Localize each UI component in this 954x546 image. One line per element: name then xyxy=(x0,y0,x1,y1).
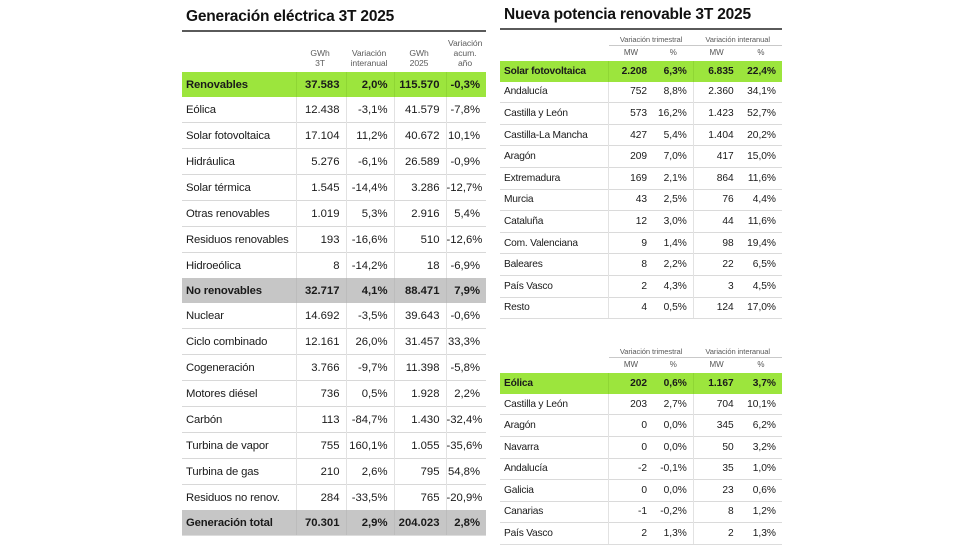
generacion-row-label: Motores diésel xyxy=(182,381,296,407)
potencia-solar-sub-pct-inter: % xyxy=(757,48,765,57)
potencia-solar-sub-header-row xyxy=(500,46,782,62)
potencia-row-pct-trimestral: 16,2% xyxy=(653,103,693,125)
generacion-header-gwh-2025-line1: GWh xyxy=(409,48,429,59)
potencia-row-pct-interanual: 3,2% xyxy=(740,436,782,458)
generacion-row-var-interanual: 160,1% xyxy=(346,433,394,459)
table-row xyxy=(182,459,486,485)
potencia-row-mw-trimestral: 8 xyxy=(609,254,653,276)
generacion-row-gwh-3t: 37.583 xyxy=(296,72,346,97)
generacion-row-label: Ciclo combinado xyxy=(182,329,296,355)
potencia-eolica-bottom-rule xyxy=(500,544,782,545)
potencia-solar-table xyxy=(500,33,782,318)
potencia-solar-head xyxy=(500,33,782,61)
generacion-row-gwh-3t: 3.766 xyxy=(296,355,346,381)
generacion-row-var-acum: -35,6% xyxy=(446,433,486,459)
potencia-row-pct-interanual: 1,0% xyxy=(740,458,782,480)
generacion-row-gwh-2025: 795 xyxy=(394,459,446,485)
generacion-row-gwh-3t: 17.104 xyxy=(296,123,346,149)
potencia-eolica-group-trimestral: Variación trimestral xyxy=(609,345,694,358)
potencia-row-mw-interanual: 35 xyxy=(693,458,739,480)
generacion-row-label: Turbina de vapor xyxy=(182,433,296,459)
potencia-row-mw-trimestral: 0 xyxy=(609,480,653,502)
potencia-solar-sub-blank xyxy=(500,46,609,62)
generacion-row-var-acum: -7,8% xyxy=(446,97,486,123)
potencia-row-mw-trimestral: 4 xyxy=(609,297,653,318)
generacion-row-label: No renovables xyxy=(182,278,296,303)
potencia-row-mw-trimestral: 0 xyxy=(609,415,653,437)
potencia-row-mw-trimestral: -2 xyxy=(609,458,653,480)
generacion-header-gwh-3t-line1: GWh xyxy=(310,48,330,59)
generacion-table xyxy=(182,35,486,535)
generacion-row-var-acum: -6,9% xyxy=(446,253,486,279)
generacion-title: Generación eléctrica 3T 2025 xyxy=(186,8,395,25)
generacion-row-var-acum: -12,7% xyxy=(446,175,486,201)
potencia-row-pct-interanual: 20,2% xyxy=(740,124,782,146)
potencia-row-pct-trimestral: 0,5% xyxy=(653,297,693,318)
potencia-row-label: Canarias xyxy=(500,501,609,523)
generacion-row-gwh-2025: 11.398 xyxy=(394,355,446,381)
potencia-row-label: Aragón xyxy=(500,415,609,437)
potencia-row-pct-interanual: 11,6% xyxy=(740,211,782,233)
generacion-row-label: Otras renovables xyxy=(182,201,296,227)
potencia-row-label: Baleares xyxy=(500,254,609,276)
generacion-header-blank xyxy=(182,35,296,72)
table-row xyxy=(500,103,782,125)
table-row xyxy=(182,510,486,535)
potencia-row-pct-trimestral: 0,0% xyxy=(653,480,693,502)
potencia-row-mw-interanual: 1.404 xyxy=(693,124,739,146)
generacion-row-gwh-3t: 113 xyxy=(296,407,346,433)
table-row xyxy=(182,407,486,433)
generacion-row-gwh-3t: 1.019 xyxy=(296,201,346,227)
generacion-row-var-acum: 33,3% xyxy=(446,329,486,355)
potencia-row-label: Navarra xyxy=(500,436,609,458)
potencia-eolica-body xyxy=(500,373,782,544)
nueva-potencia-panel xyxy=(500,6,782,545)
generacion-row-label: Turbina de gas xyxy=(182,459,296,485)
generacion-row-gwh-3t: 32.717 xyxy=(296,278,346,303)
generacion-row-gwh-2025: 765 xyxy=(394,485,446,511)
generacion-row-gwh-2025: 1.055 xyxy=(394,433,446,459)
generacion-row-var-acum: -0,3% xyxy=(446,72,486,97)
potencia-row-mw-trimestral: 2.208 xyxy=(609,61,653,82)
potencia-solar-group-interanual: Variación interanual xyxy=(693,33,782,46)
generacion-row-gwh-2025: 510 xyxy=(394,227,446,253)
table-row xyxy=(500,501,782,523)
potencia-eolica-sub-blank xyxy=(500,358,609,374)
potencia-row-label: Extremadura xyxy=(500,167,609,189)
potencia-row-pct-interanual: 34,1% xyxy=(747,86,776,98)
potencia-eolica-group-interanual: Variación interanual xyxy=(693,345,782,358)
potencia-row-label: Andalucía xyxy=(504,86,548,98)
generacion-row-var-acum: 10,1% xyxy=(446,123,486,149)
generacion-header-gwh-3t-line2: 3T xyxy=(315,58,325,69)
potencia-row-pct-interanual: 17,0% xyxy=(740,297,782,318)
table-row xyxy=(182,303,486,329)
potencia-eolica-head xyxy=(500,345,782,373)
generacion-bottom-rule xyxy=(182,535,486,536)
generacion-row-gwh-2025: 26.589 xyxy=(394,149,446,175)
generacion-row-var-acum: -12,6% xyxy=(446,227,486,253)
potencia-solar-group-blank xyxy=(500,33,609,46)
table-row xyxy=(500,61,782,82)
table-row xyxy=(500,232,782,254)
potencia-title-rule xyxy=(500,28,782,30)
generacion-header-var-acum-line2: acum. año xyxy=(453,48,477,69)
potencia-eolica-sub-header-row xyxy=(500,358,782,374)
potencia-row-pct-interanual: 15,0% xyxy=(740,146,782,168)
potencia-row-mw-interanual: 22 xyxy=(693,254,739,276)
generacion-row-var-acum: 2,2% xyxy=(446,381,486,407)
generacion-row-gwh-2025: 1.928 xyxy=(394,381,446,407)
potencia-row-mw-trimestral: 427 xyxy=(609,124,653,146)
potencia-eolica-sub-mw-trim: MW xyxy=(623,360,638,370)
potencia-row-mw-trimestral: 209 xyxy=(609,146,653,168)
potencia-row-mw-trimestral: 573 xyxy=(609,103,653,125)
potencia-row-mw-interanual: 6.835 xyxy=(693,61,739,82)
table-row xyxy=(500,373,782,394)
potencia-row-mw-interanual: 417 xyxy=(693,146,739,168)
table-row xyxy=(500,167,782,189)
generacion-row-gwh-2025: 204.023 xyxy=(394,510,446,535)
table-row xyxy=(500,275,782,297)
generacion-row-gwh-3t: 12.161 xyxy=(296,329,346,355)
generacion-row-label: Hidráulica xyxy=(182,149,296,175)
generacion-row-var-acum: 54,8% xyxy=(446,459,486,485)
generacion-table-body xyxy=(182,72,486,535)
table-row xyxy=(500,254,782,276)
potencia-row-label: Solar fotovoltaica xyxy=(500,61,609,82)
generacion-row-gwh-2025: 1.430 xyxy=(394,407,446,433)
potencia-row-mw-interanual: 3 xyxy=(693,275,739,297)
table-row xyxy=(182,97,486,123)
potencia-solar-sub-mw-inter: MW xyxy=(709,48,724,57)
generacion-row-gwh-3t: 755 xyxy=(296,433,346,459)
table-row xyxy=(182,201,486,227)
table-row xyxy=(500,189,782,211)
generacion-row-var-interanual: 2,0% xyxy=(346,72,394,97)
table-row xyxy=(500,523,782,544)
potencia-row-pct-interanual: 4,5% xyxy=(740,275,782,297)
generacion-row-var-acum: -0,6% xyxy=(446,303,486,329)
potencia-row-mw-interanual: 23 xyxy=(693,480,739,502)
potencia-row-mw-trimestral: 169 xyxy=(609,167,653,189)
table-row xyxy=(182,149,486,175)
generacion-row-gwh-3t: 210 xyxy=(296,459,346,485)
potencia-row-mw-trimestral: 2 xyxy=(609,275,653,297)
generacion-row-var-interanual: -84,7% xyxy=(346,407,394,433)
generacion-row-var-acum: -32,4% xyxy=(446,407,486,433)
generacion-row-gwh-3t: 284 xyxy=(296,485,346,511)
generacion-row-var-interanual: -16,6% xyxy=(346,227,394,253)
potencia-eolica-group-header-row xyxy=(500,345,782,358)
potencia-row-pct-trimestral: 8,8% xyxy=(663,86,687,98)
potencia-row-mw-trimestral: 752 xyxy=(609,82,653,103)
generacion-row-label: Renovables xyxy=(182,72,296,97)
table-row xyxy=(182,329,486,355)
generacion-header-gwh-2025-line2: 2025 xyxy=(409,58,429,69)
potencia-row-label: Galicia xyxy=(500,480,609,502)
potencia-row-mw-trimestral: 203 xyxy=(609,394,653,415)
potencia-row-mw-interanual: 76 xyxy=(693,189,739,211)
generacion-header-var-interanual-line2: interanual xyxy=(350,58,388,69)
potencia-row-mw-trimestral: -1 xyxy=(609,501,653,523)
potencia-row-pct-trimestral: 0,6% xyxy=(653,373,693,394)
potencia-title: Nueva potencia renovable 3T 2025 xyxy=(504,6,751,23)
potencia-row-label: Cataluña xyxy=(500,211,609,233)
potencia-solar-sub-mw-trim: MW xyxy=(623,48,638,57)
generacion-row-var-interanual: -33,5% xyxy=(346,485,394,511)
potencia-row-mw-interanual: 8 xyxy=(693,501,739,523)
potencia-row-mw-trimestral: 9 xyxy=(609,232,653,254)
generacion-row-label: Eólica xyxy=(186,103,216,116)
generacion-row-var-acum: -0,9% xyxy=(446,149,486,175)
potencia-row-pct-trimestral: 3,0% xyxy=(653,211,693,233)
potencia-row-label: Com. Valenciana xyxy=(500,232,609,254)
generacion-row-gwh-2025: 3.286 xyxy=(394,175,446,201)
table-row xyxy=(500,82,782,103)
potencia-row-mw-interanual: 124 xyxy=(693,297,739,318)
generacion-row-gwh-2025: 41.579 xyxy=(394,97,446,123)
potencia-row-mw-trimestral: 12 xyxy=(609,211,653,233)
potencia-row-pct-trimestral: 7,0% xyxy=(653,146,693,168)
potencia-row-label: País Vasco xyxy=(500,275,609,297)
generacion-row-var-acum: 7,9% xyxy=(446,278,486,303)
potencia-row-pct-interanual: 0,6% xyxy=(740,480,782,502)
generacion-title-rule xyxy=(182,30,486,32)
potencia-row-pct-trimestral: -0,2% xyxy=(653,501,693,523)
generacion-row-gwh-2025: 2.916 xyxy=(394,201,446,227)
generacion-row-gwh-3t: 70.301 xyxy=(296,510,346,535)
potencia-solar-group-header-row xyxy=(500,33,782,46)
potencia-row-pct-trimestral: 1,4% xyxy=(653,232,693,254)
potencia-eolica-table xyxy=(500,345,782,544)
potencia-row-pct-interanual: 4,4% xyxy=(740,189,782,211)
potencia-row-label: Eólica xyxy=(500,373,609,394)
potencia-row-pct-trimestral: 4,3% xyxy=(653,275,693,297)
potencia-row-mw-interanual: 98 xyxy=(693,232,739,254)
potencia-row-pct-interanual: 10,1% xyxy=(747,398,776,410)
generacion-row-var-interanual: 0,5% xyxy=(346,381,394,407)
table-row xyxy=(182,72,486,97)
potencia-row-mw-interanual: 2.360 xyxy=(693,82,739,103)
potencia-row-mw-trimestral: 0 xyxy=(609,436,653,458)
generacion-header-gwh-3t xyxy=(296,35,346,72)
generacion-header-gwh-2025 xyxy=(394,35,446,72)
potencia-solar-group-trimestral: Variación trimestral xyxy=(609,33,694,46)
table-row xyxy=(182,381,486,407)
potencia-row-pct-interanual: 1,3% xyxy=(740,523,782,544)
potencia-row-label: Castilla y León xyxy=(504,398,568,410)
potencia-row-label: Murcia xyxy=(500,189,609,211)
generacion-row-var-interanual: -14,2% xyxy=(346,253,394,279)
potencia-table-gap xyxy=(500,319,782,345)
generacion-row-var-interanual: 11,2% xyxy=(346,123,394,149)
generacion-row-gwh-3t: 12.438 xyxy=(296,97,346,123)
table-row xyxy=(500,436,782,458)
generacion-row-gwh-3t: 14.692 xyxy=(296,303,346,329)
generacion-header-var-interanual-line1: Variación xyxy=(351,48,387,59)
generacion-row-gwh-3t: 736 xyxy=(296,381,346,407)
table-row xyxy=(182,253,486,279)
table-row xyxy=(500,415,782,437)
generacion-row-gwh-3t: 8 xyxy=(296,253,346,279)
potencia-row-pct-interanual: 52,7% xyxy=(740,103,782,125)
potencia-row-pct-interanual: 1,2% xyxy=(740,501,782,523)
table-row xyxy=(500,146,782,168)
generacion-row-gwh-3t: 1.545 xyxy=(296,175,346,201)
generacion-row-gwh-2025: 115.570 xyxy=(394,72,446,97)
generacion-row-label: Residuos renovables xyxy=(182,227,296,253)
potencia-row-mw-interanual: 1.423 xyxy=(693,103,739,125)
table-row xyxy=(182,355,486,381)
potencia-row-pct-trimestral: 5,4% xyxy=(653,124,693,146)
generacion-row-var-interanual: 5,3% xyxy=(346,201,394,227)
table-row xyxy=(500,394,782,415)
potencia-row-mw-trimestral: 2 xyxy=(609,523,653,544)
potencia-solar-sub-pct-trim: % xyxy=(669,48,677,57)
generacion-row-label: Solar fotovoltaica xyxy=(182,123,296,149)
generacion-row-label: Carbón xyxy=(182,407,296,433)
potencia-row-label: País Vasco xyxy=(500,523,609,544)
generacion-row-var-acum: -20,9% xyxy=(446,485,486,511)
potencia-row-mw-interanual: 864 xyxy=(693,167,739,189)
potencia-row-mw-interanual: 704 xyxy=(693,394,739,415)
potencia-row-mw-interanual: 2 xyxy=(693,523,739,544)
potencia-solar-body xyxy=(500,61,782,318)
potencia-row-mw-interanual: 50 xyxy=(693,436,739,458)
potencia-eolica-sub-mw-inter: MW xyxy=(709,360,724,370)
generacion-row-var-acum: -5,8% xyxy=(446,355,486,381)
generacion-row-label: Residuos no renov. xyxy=(182,485,296,511)
generacion-header-row xyxy=(182,35,486,72)
generacion-header-var-acum xyxy=(446,35,486,72)
generacion-row-label: Cogeneración xyxy=(182,355,296,381)
potencia-row-label: Castilla y León xyxy=(500,103,609,125)
potencia-row-pct-interanual: 22,4% xyxy=(740,61,782,82)
generacion-header-var-acum-line1: Variación xyxy=(448,38,483,48)
potencia-row-pct-interanual: 6,2% xyxy=(740,415,782,437)
table-row xyxy=(500,124,782,146)
generacion-row-var-interanual: 2,9% xyxy=(346,510,394,535)
potencia-eolica-group-blank xyxy=(500,345,609,358)
potencia-row-label: Castilla-La Mancha xyxy=(500,124,609,146)
potencia-row-label: Aragón xyxy=(500,146,609,168)
potencia-row-mw-interanual: 1.167 xyxy=(693,373,739,394)
potencia-row-pct-trimestral: -0,1% xyxy=(653,458,693,480)
table-row xyxy=(182,123,486,149)
generacion-row-gwh-3t: 5.276 xyxy=(296,149,346,175)
table-row xyxy=(182,278,486,303)
potencia-row-mw-interanual: 44 xyxy=(693,211,739,233)
generacion-row-label: Hidroeólica xyxy=(182,253,296,279)
potencia-row-pct-trimestral: 1,3% xyxy=(653,523,693,544)
potencia-row-pct-trimestral: 2,1% xyxy=(653,167,693,189)
generacion-row-label: Nuclear xyxy=(186,309,224,322)
generacion-row-var-acum: 2,8% xyxy=(446,510,486,535)
generacion-row-gwh-2025: 39.643 xyxy=(394,303,446,329)
table-row xyxy=(500,297,782,318)
generacion-row-gwh-3t: 193 xyxy=(296,227,346,253)
generacion-row-var-interanual: 2,6% xyxy=(346,459,394,485)
table-row xyxy=(182,433,486,459)
generacion-row-var-interanual: -3,5% xyxy=(346,303,394,329)
generacion-row-var-interanual: -9,7% xyxy=(346,355,394,381)
potencia-row-pct-trimestral: 2,2% xyxy=(653,254,693,276)
generacion-row-label: Generación total xyxy=(182,510,296,535)
generacion-electrica-panel xyxy=(182,8,486,536)
generacion-row-label: Solar térmica xyxy=(182,175,296,201)
generacion-row-var-interanual: -6,1% xyxy=(346,149,394,175)
potencia-row-label: Andalucía xyxy=(500,458,609,480)
potencia-row-pct-trimestral: 0,0% xyxy=(653,436,693,458)
potencia-row-pct-trimestral: 0,0% xyxy=(653,415,693,437)
potencia-eolica-sub-pct-inter: % xyxy=(757,360,765,370)
potencia-row-pct-interanual: 3,7% xyxy=(740,373,782,394)
potencia-row-pct-trimestral: 6,3% xyxy=(653,61,693,82)
table-row xyxy=(182,485,486,511)
generacion-header-var-interanual xyxy=(346,35,394,72)
potencia-row-pct-trimestral: 2,7% xyxy=(663,398,687,410)
table-row xyxy=(182,175,486,201)
potencia-row-label: Resto xyxy=(500,297,609,318)
potencia-row-pct-interanual: 19,4% xyxy=(740,232,782,254)
potencia-row-mw-trimestral: 202 xyxy=(609,373,653,394)
generacion-row-var-interanual: 4,1% xyxy=(346,278,394,303)
table-row xyxy=(182,227,486,253)
potencia-row-pct-interanual: 6,5% xyxy=(740,254,782,276)
potencia-eolica-sub-pct-trim: % xyxy=(669,360,677,370)
potencia-row-pct-interanual: 11,6% xyxy=(740,167,782,189)
generacion-row-gwh-2025: 88.471 xyxy=(394,278,446,303)
potencia-row-mw-trimestral: 43 xyxy=(609,189,653,211)
generacion-row-var-interanual: -3,1% xyxy=(346,97,394,123)
generacion-row-var-acum: 5,4% xyxy=(446,201,486,227)
generacion-row-var-interanual: 26,0% xyxy=(346,329,394,355)
potencia-row-pct-trimestral: 2,5% xyxy=(653,189,693,211)
generacion-row-var-interanual: -14,4% xyxy=(346,175,394,201)
table-row xyxy=(500,458,782,480)
generacion-row-gwh-2025: 18 xyxy=(394,253,446,279)
generacion-table-head xyxy=(182,35,486,72)
table-row xyxy=(500,480,782,502)
potencia-row-mw-interanual: 345 xyxy=(693,415,739,437)
generacion-row-gwh-2025: 31.457 xyxy=(394,329,446,355)
generacion-row-gwh-2025: 40.672 xyxy=(394,123,446,149)
table-row xyxy=(500,211,782,233)
